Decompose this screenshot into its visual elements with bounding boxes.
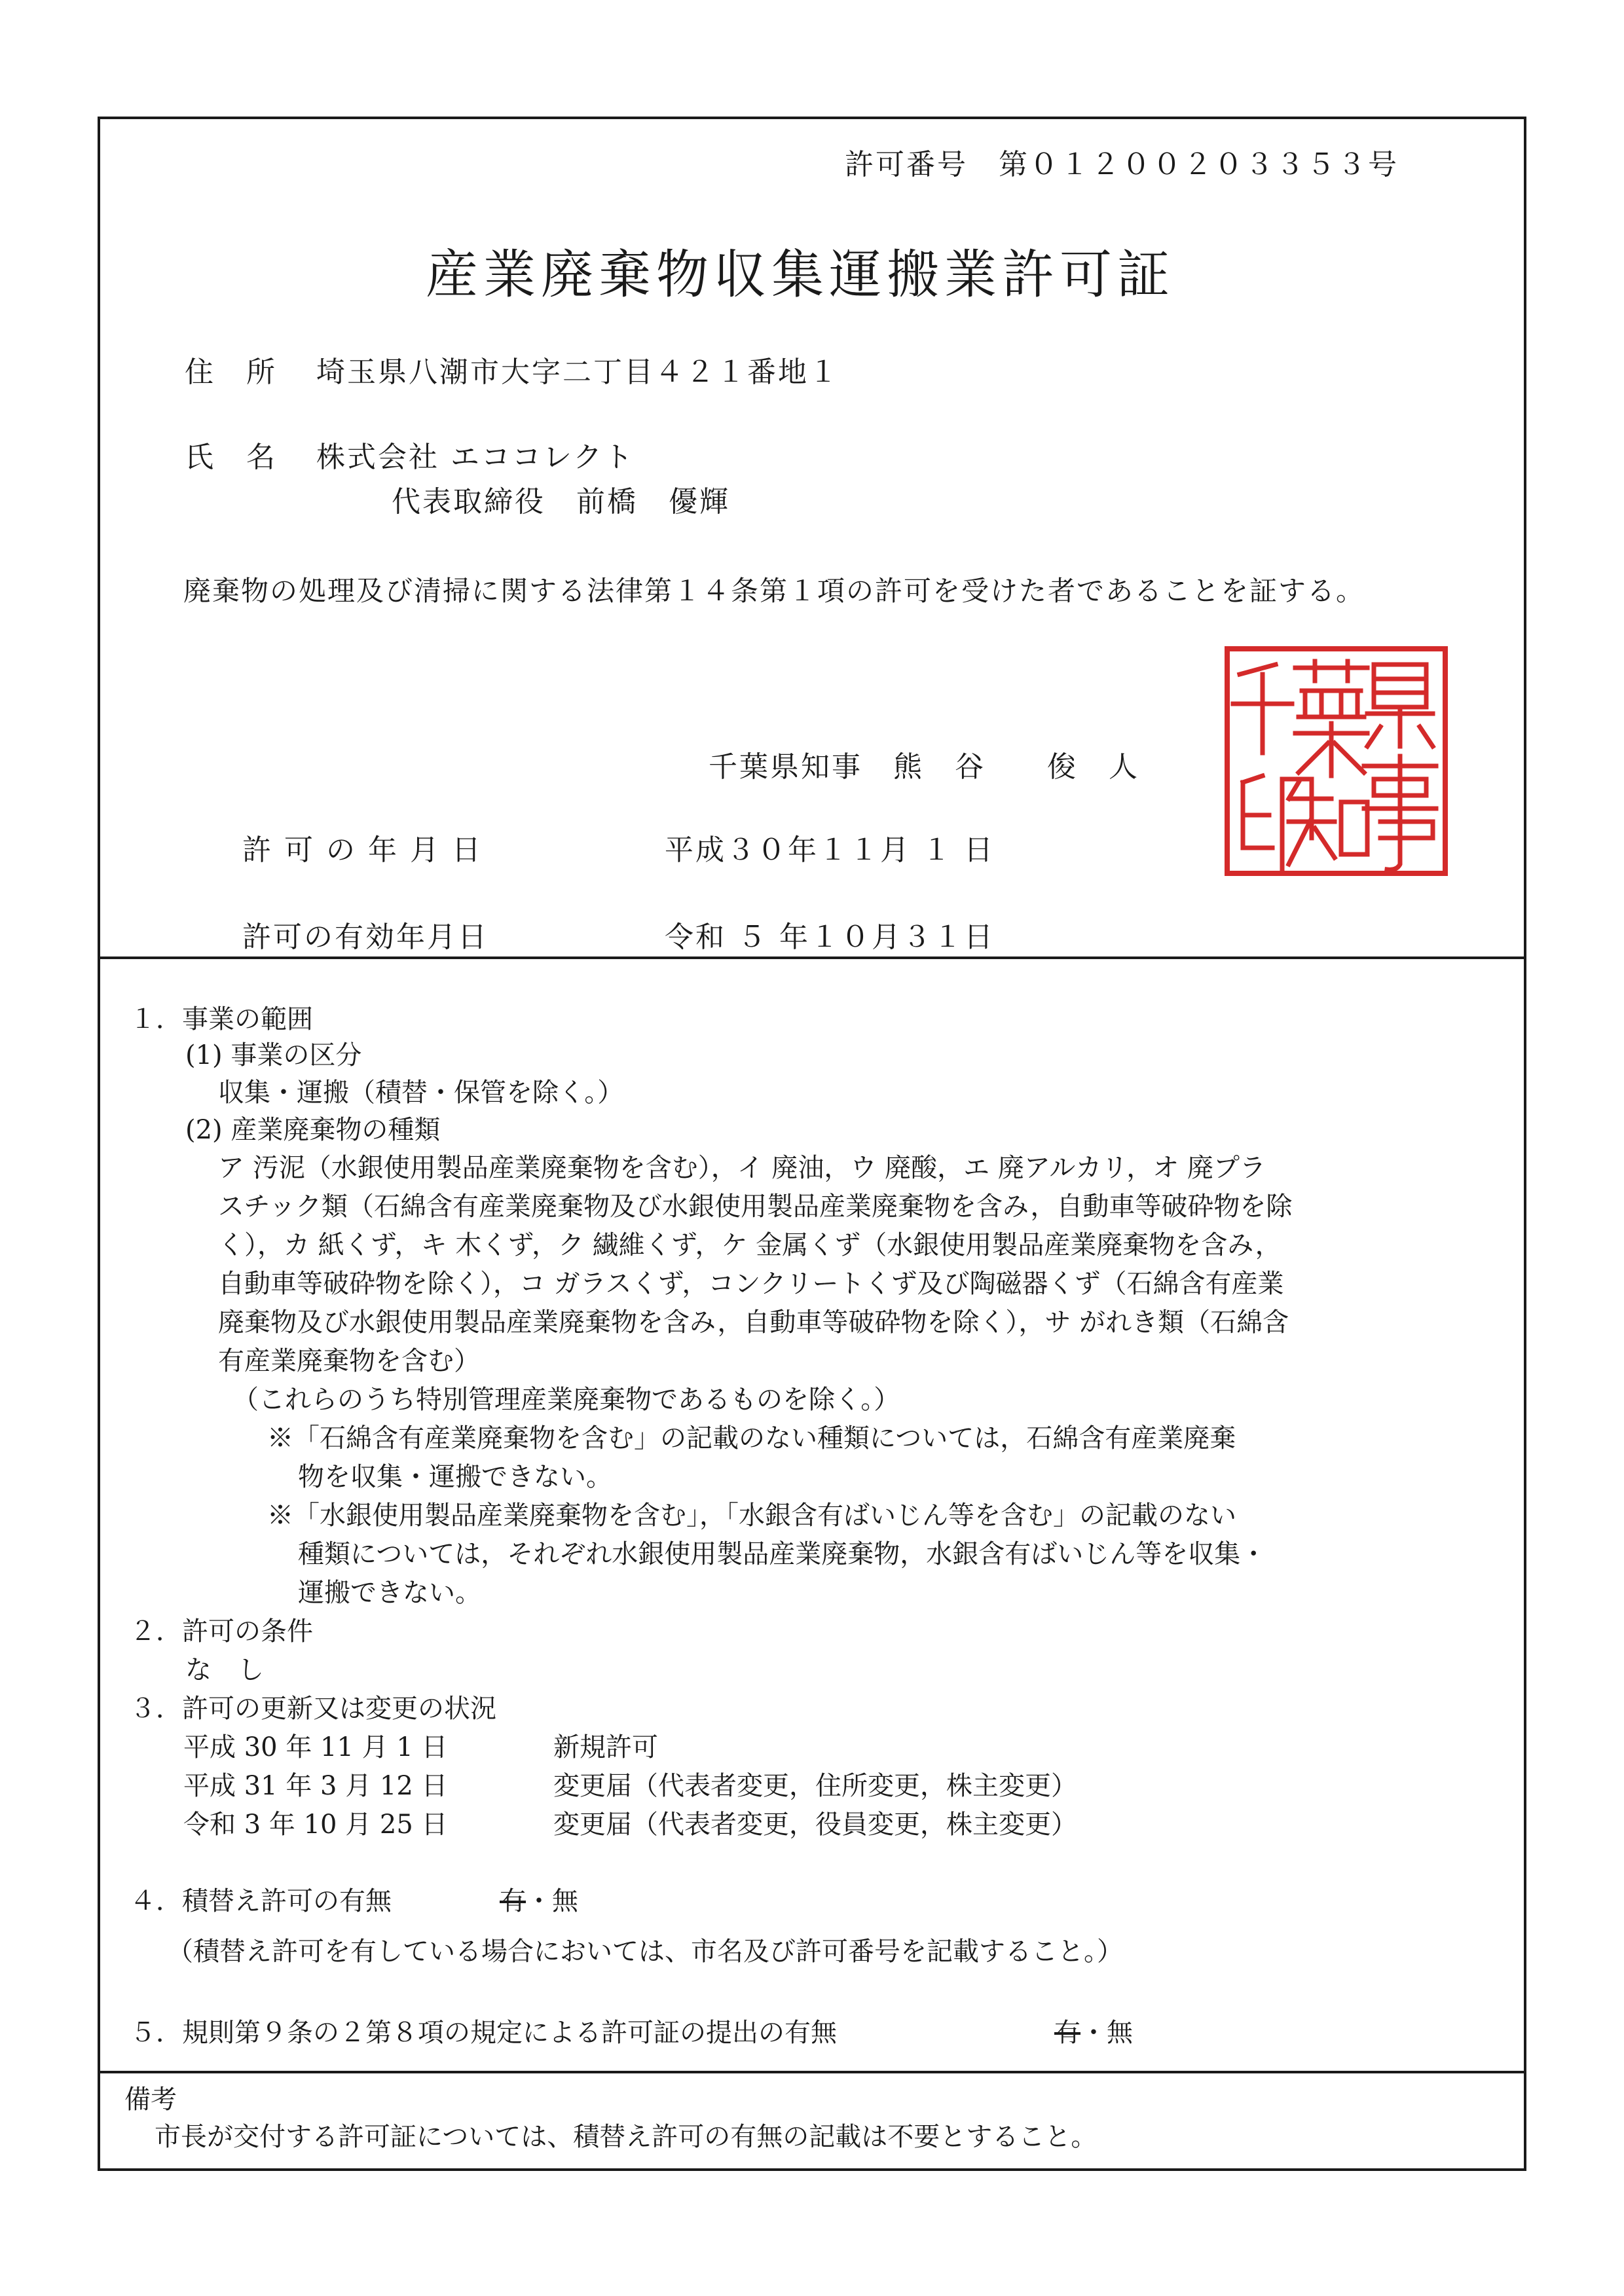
certification-text: 廃棄物の処理及び清掃に関する法律第１４条第１項の許可を受けた者であることを証する。 bbox=[183, 575, 1365, 607]
section5-heading: ５．規則第９条の２第８項の規定による許可証の提出の有無 bbox=[130, 2018, 837, 2048]
section4-separator: ・ bbox=[526, 1886, 552, 1916]
section3-heading: ３．許可の更新又は変更の状況 bbox=[130, 1694, 496, 1724]
section-divider-top bbox=[100, 957, 1524, 959]
history-event: 新規許可 bbox=[553, 1732, 658, 1762]
exclusion-text: （これらのうち特別管理産業廃棄物であるものを除く。） bbox=[232, 1385, 900, 1415]
note2-line: 運搬できない。 bbox=[298, 1578, 481, 1608]
section2-heading: ２．許可の条件 bbox=[130, 1616, 313, 1647]
history-date: 平成 31 年 3 月 12 日 bbox=[183, 1771, 448, 1801]
section1-sub2-heading: (2) 産業廃棄物の種類 bbox=[185, 1115, 441, 1145]
expiry-date-value: 令和 ５ 年１０月３１日 bbox=[665, 920, 995, 954]
section4-heading: ４．積替え許可の有無 bbox=[130, 1886, 392, 1916]
section4-note: （積替え許可を有している場合においては、市名及び許可番号を記載すること。） bbox=[167, 1937, 1123, 1967]
governor-seal bbox=[1223, 645, 1449, 877]
section2-text: な し bbox=[185, 1655, 264, 1685]
representative-name: 代表取締役 前橋 優輝 bbox=[392, 485, 730, 519]
waste-line: 自動車等破砕物を除く），コ ガラスくず，コンクリートくず及び陶磁器くず（石綿含有産業 bbox=[218, 1269, 1284, 1299]
issue-date-value: 平成３０年１１月 １ 日 bbox=[665, 833, 995, 867]
note1-line: ※「石綿含有産業廃棄物を含む」の記載のない種類については，石綿含有産業廃棄 bbox=[267, 1423, 1236, 1453]
waste-line: 廃棄物及び水銀使用製品産業廃棄物を含み，自動車等破砕物を除く），サ がれき類（石綿含 bbox=[218, 1307, 1289, 1338]
note2-line: ※「水銀使用製品産業廃棄物を含む」，「水銀含有ばいじん等を含む」の記載のない bbox=[267, 1501, 1236, 1531]
section5-separator: ・ bbox=[1080, 2018, 1107, 2048]
remarks-text: 市長が交付する許可証については、積替え許可の有無の記載は不要とすること。 bbox=[155, 2122, 1098, 2152]
section4-option-no: 無 bbox=[552, 1886, 578, 1916]
address-value: 埼玉県八潮市大字二丁目４２１番地１ bbox=[316, 355, 840, 389]
expiry-date-label: 許可の有効年月日 bbox=[242, 920, 489, 954]
waste-line: ア 汚泥（水銀使用製品産業廃棄物を含む），イ 廃油，ウ 廃酸，エ 廃アルカリ，オ 廃プラ bbox=[218, 1153, 1266, 1183]
history-event: 変更届（代表者変更，役員変更，株主変更） bbox=[553, 1810, 1077, 1840]
name-label: 氏 名 bbox=[185, 441, 277, 474]
remarks-label: 備考 bbox=[124, 2085, 177, 2115]
history-event: 変更届（代表者変更，住所変更，株主変更） bbox=[553, 1771, 1077, 1801]
history-date: 平成 30 年 11 月 1 日 bbox=[183, 1732, 448, 1762]
section1-heading: １．事業の範囲 bbox=[130, 1004, 313, 1034]
section1-sub1-text: 収集・運搬（積替・保管を除く。） bbox=[218, 1078, 624, 1108]
address-label: 住 所 bbox=[185, 355, 277, 389]
section1-sub1-heading: (1) 事業の区分 bbox=[185, 1040, 362, 1070]
waste-line: 有産業廃棄物を含む） bbox=[218, 1346, 480, 1376]
waste-line: く），カ 紙くず，キ 木くず，ク 繊維くず，ケ 金属くず（水銀使用製品産業廃棄物を含み， bbox=[218, 1230, 1282, 1260]
section5-options bbox=[1054, 2012, 1133, 2049]
company-name: 株式会社 エココレクト bbox=[316, 441, 635, 474]
section-divider-remarks bbox=[100, 2071, 1524, 2073]
issuer-name: 千葉県知事 熊 谷 俊 人 bbox=[709, 750, 1139, 784]
permit-number: 許可番号 第０１２００２０３３５３号 bbox=[845, 148, 1399, 181]
note1-line: 物を収集・運搬できない。 bbox=[298, 1462, 612, 1492]
seal-text: 千葉県知事印 bbox=[1336, 867, 1340, 868]
section4-options bbox=[500, 1880, 578, 1918]
history-date: 令和 3 年 10 月 25 日 bbox=[183, 1810, 448, 1840]
section5-option-yes: 有 bbox=[1054, 2018, 1080, 2048]
section4-option-yes: 有 bbox=[500, 1886, 526, 1916]
note2-line: 種類については，それぞれ水銀使用製品産業廃棄物，水銀含有ばいじん等を収集・ bbox=[298, 1539, 1267, 1569]
issue-date-label: 許 可 の 年 月 日 bbox=[242, 833, 483, 867]
section5-option-no: 無 bbox=[1107, 2018, 1133, 2048]
waste-line: スチック類（石綿含有産業廃棄物及び水銀使用製品産業廃棄物を含み，自動車等破砕物を除 bbox=[218, 1192, 1293, 1222]
page-title: 産業廃棄物収集運搬業許可証 bbox=[426, 244, 1175, 305]
